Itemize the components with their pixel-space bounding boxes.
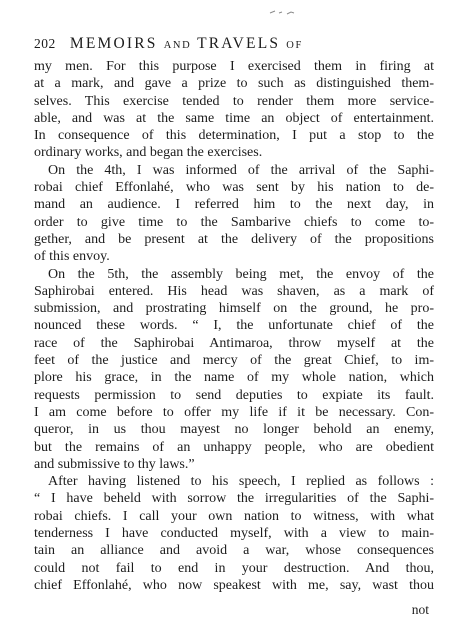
text-line: tain an alliance and avoid a war, whose consequences bbox=[34, 543, 434, 559]
text-line: mand an audience. I referred him to the next day, in bbox=[34, 197, 434, 213]
body-text bbox=[34, 58, 434, 594]
text-line: feet of the justice and mercy of the great Chief, to im- bbox=[34, 353, 434, 369]
text-line: chief Effonlahé, who now speakest with me, say, wast thou bbox=[34, 577, 434, 593]
text-line: In consequence of this determination, I put a stop to the bbox=[34, 128, 434, 144]
text-line: submission, and prostrating himself on the ground, he pro- bbox=[34, 301, 434, 317]
text-line: and submissive to thy laws.” bbox=[34, 456, 195, 472]
catchword: not bbox=[411, 602, 429, 617]
text-line: at a mark, and gave a prize to such as distinguished them- bbox=[34, 76, 434, 92]
page-number: 202 bbox=[34, 36, 56, 51]
text-line: race of the Saphirobai Antimaroa, throw myself at the bbox=[34, 335, 434, 351]
text-line: ordinary works, and began the exercises. bbox=[34, 145, 263, 161]
running-title-travels: TRAVELS bbox=[197, 35, 281, 52]
text-line: After having listened to his speech, I replied as follows : bbox=[48, 474, 434, 490]
text-line: order to give time to the Sambarive chiefs to come to- bbox=[34, 214, 434, 230]
text-line: I am come before to offer my life if it be necessary. Con- bbox=[34, 404, 434, 420]
text-line: nounced these words. “ I, the unfortunate chief of the bbox=[34, 318, 434, 334]
running-header bbox=[34, 35, 434, 57]
text-line: of this envoy. bbox=[34, 249, 110, 265]
text-line: On the 5th, the assembly being met, the envoy of the bbox=[48, 266, 434, 282]
running-title-and: AND bbox=[163, 40, 192, 51]
text-line: selves. This exercise tended to render them more service- bbox=[34, 93, 434, 109]
text-line: plore his grace, in the name of my whole nation, which bbox=[34, 370, 434, 386]
text-line: Saphirobai entered. His head was shaven, as a mark of bbox=[34, 283, 434, 299]
text-line: able, and was at the same time an object of entertainment. bbox=[34, 110, 434, 126]
text-line: gether, and be present at the delivery of the propositions bbox=[34, 231, 434, 247]
text-line: requests permission to send deputies to expiate its fault. bbox=[34, 387, 434, 403]
text-line: could not fail to end in your destruction. And thou, bbox=[34, 560, 434, 576]
running-title-of: OF bbox=[286, 40, 303, 51]
text-line: robai chiefs. I call your own nation to witness, with what bbox=[34, 508, 434, 524]
text-line: queror, in us thou mayest no longer behold an enemy, bbox=[34, 422, 434, 438]
text-line: On the 4th, I was informed of the arrival of the Saphi- bbox=[48, 162, 434, 178]
text-line: tenderness I have conducted myself, with a view to main- bbox=[34, 526, 434, 542]
text-line: “ I have beheld with sorrow the irregularities of the Saphi- bbox=[34, 491, 434, 507]
running-title-memoirs: MEMOIRS bbox=[69, 35, 158, 52]
ink-smudge-mark bbox=[268, 7, 298, 17]
text-line: robai chief Effonlahé, who was sent by his nation to de- bbox=[34, 180, 434, 196]
text-line: but the remains of an unhappy people, who are obedient bbox=[34, 439, 434, 455]
running-title bbox=[70, 35, 303, 53]
text-line: my men. For this purpose I exercised them in firing at bbox=[34, 59, 434, 74]
